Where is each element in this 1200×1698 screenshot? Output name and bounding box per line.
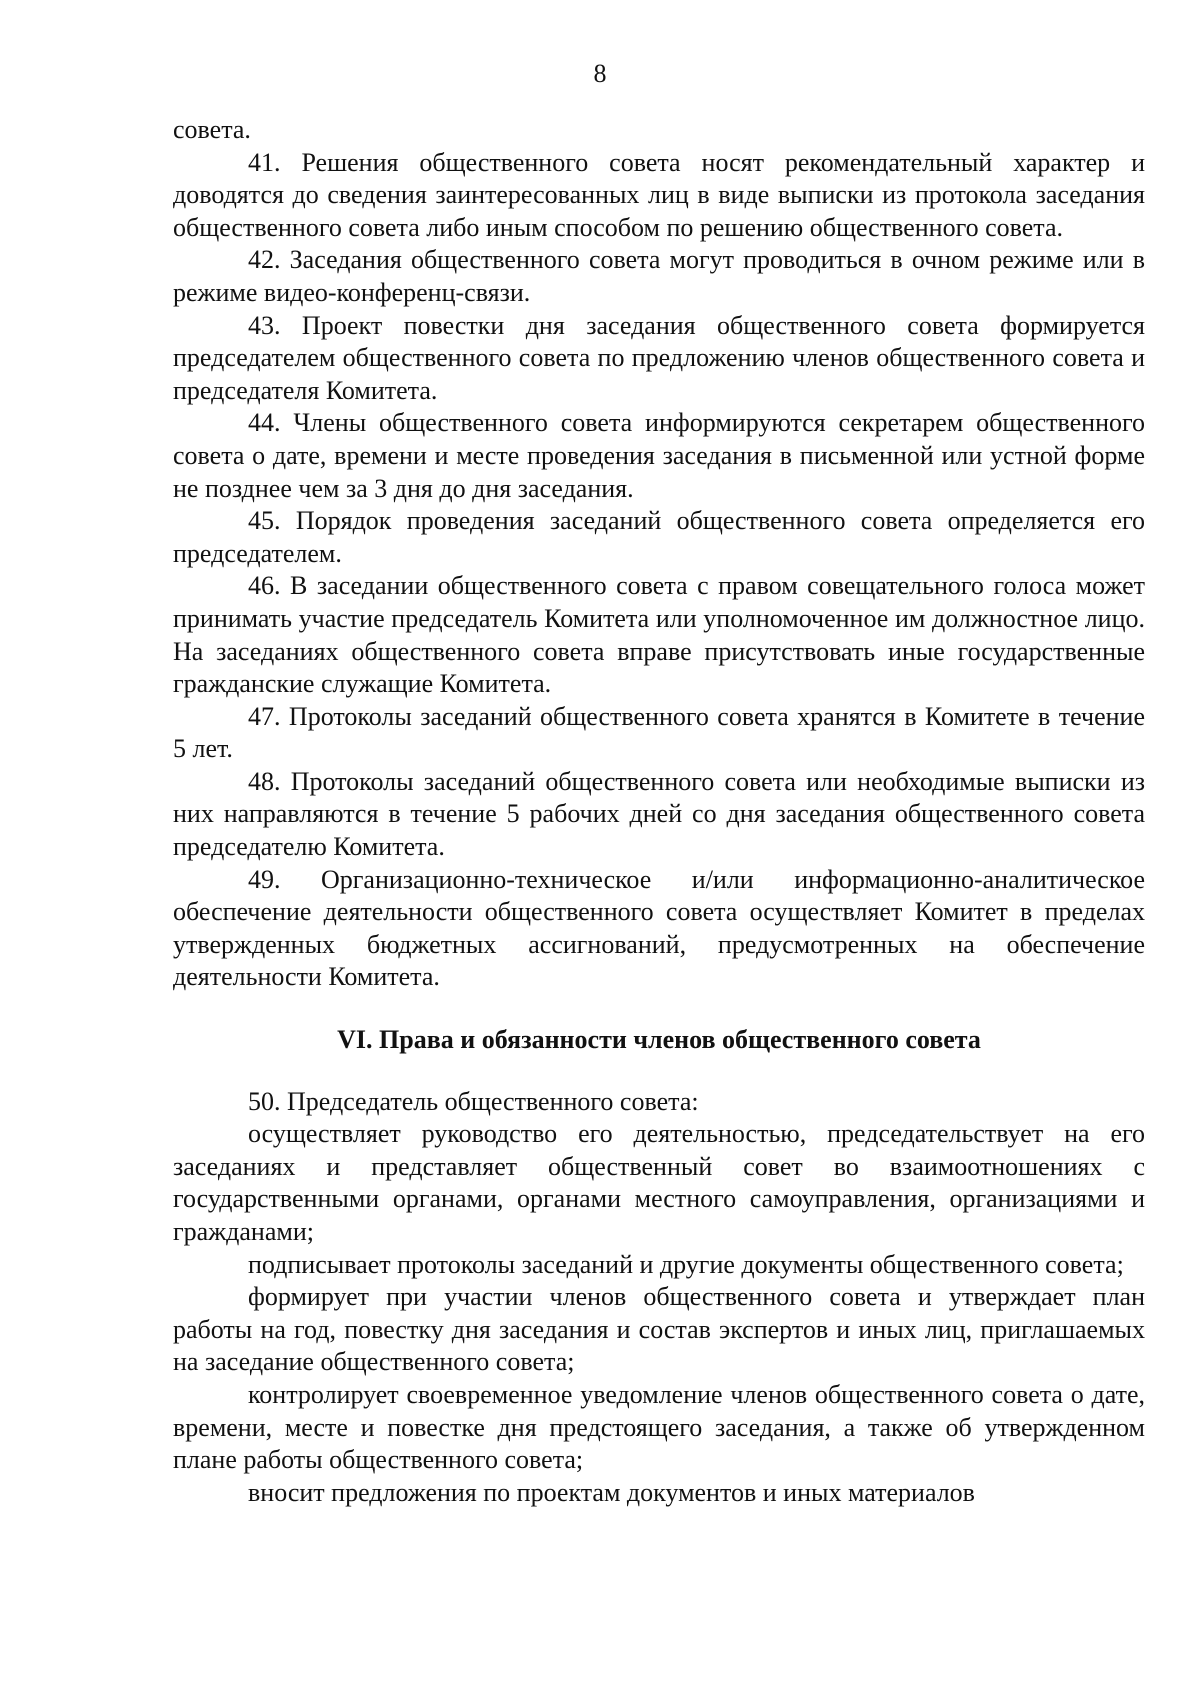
paragraph-44: 44. Члены общественного совета информируются секретарем общественного совета о дате, времени и месте проведения заседания в письменной или устной форме не позднее чем за 3 дня до дня заседания. — [173, 408, 1145, 503]
paragraph-45: 45. Порядок проведения заседаний общественного совета определяется его председателем. — [173, 506, 1145, 568]
chair-duty-proposals: вносит предложения по проектам документов и иных материалов — [248, 1477, 975, 1507]
chair-duty-sign-protocols: подписывает протоколы заседаний и другие документы общественного совета; — [248, 1249, 1124, 1279]
paragraph-41: 41. Решения общественного совета носят рекомендательный характер и доводятся до сведения заинтересованных лиц в виде выписки из протокола заседания общественного совета либо иным способом по решению общественного совета. — [173, 147, 1145, 242]
continuation-text: совета. — [173, 115, 251, 144]
chair-duty-leadership: осуществляет руководство его деятельностью, председательствует на его заседаниях и представляет общественный совет во взаимоотношениях с государственными органами, органами местного самоуправления, организациями и гражданами; — [173, 1119, 1145, 1246]
paragraph-49: 49. Организационно-техническое и/или информационно-аналитическое обеспечение деятельности общественного совета осуществляет Комитет в пределах утвержденных бюджетных ассигнований, предусмотренных на обеспечение деятельности Комитета. — [173, 864, 1145, 992]
paragraph-47: 47. Протоколы заседаний общественного совета хранятся в Комитете в течение 5 лет. — [173, 701, 1145, 764]
paragraph-46: 46. В заседании общественного совета с правом совещательного голоса может принимать участие председатель Комитета или уполномоченное им должностное лицо. На заседаниях общественного совета вправе присутствовать иные государственные гражданские служащие Комитета. — [173, 571, 1145, 699]
document-body — [173, 114, 1145, 1509]
paragraph-48: 48. Протоколы заседаний общественного совета или необходимые выписки из них направляются в течение 5 рабочих дней со дня заседания общественного совета председателю Комитета. — [173, 766, 1145, 862]
paragraph-42: 42. Заседания общественного совета могут проводиться в очном режиме или в режиме видео-конференц-связи. — [173, 245, 1145, 307]
paragraph-43: 43. Проект повестки дня заседания общественного совета формируется председателем общественного совета по предложению членов общественного совета и председателя Комитета. — [173, 310, 1145, 405]
chair-duty-control-notification: контролирует своевременное уведомление членов общественного совета о дате, времени, месте и повестке дня предстоящего заседания, а также об утвержденном плане работы общественного совета; — [173, 1379, 1145, 1475]
paragraph-50: 50. Председатель общественного совета: — [248, 1086, 699, 1116]
page-number: 8 — [593, 59, 607, 88]
section-heading: VI. Права и обязанности членов общественного совета — [337, 1025, 981, 1055]
chair-duty-form-plan: формирует при участии членов общественного совета и утверждает план работы на год, повестку дня заседания и состав экспертов и иных лиц, приглашаемых на заседание общественного совета; — [173, 1282, 1145, 1377]
